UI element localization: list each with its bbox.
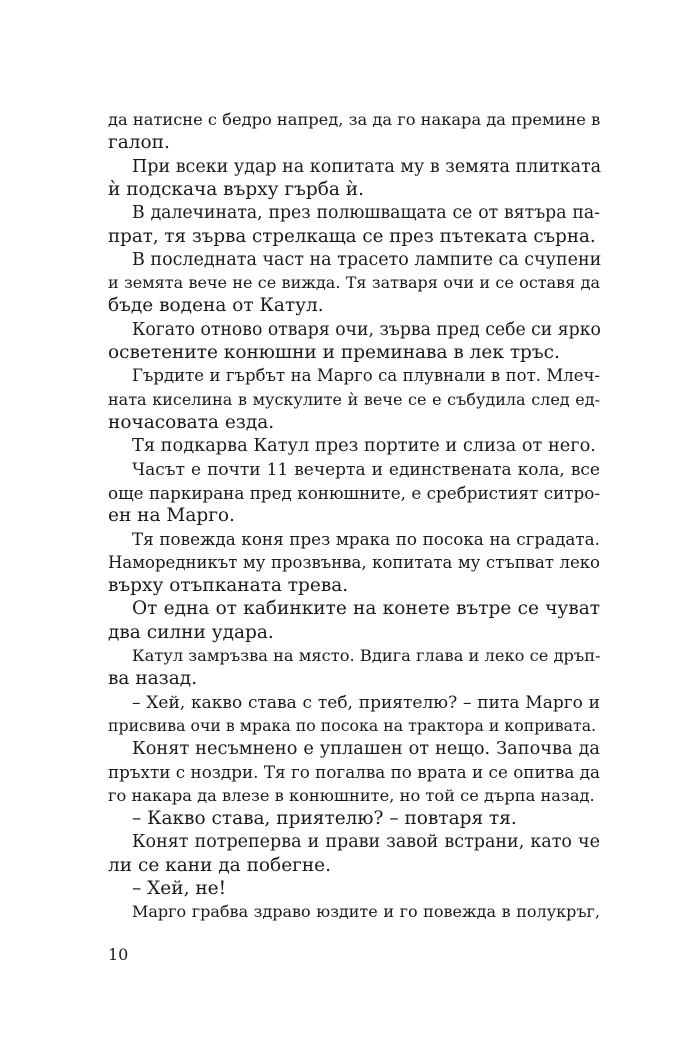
text-line: присвива очи в мрака по посока на трактора и копривата. <box>108 715 597 735</box>
page-number: 10 <box>108 945 129 964</box>
text-line: ен на Марго. <box>108 505 235 527</box>
text-line: Гърдите и гърбът на Марго са плувнали в пот. Млеч- <box>132 366 600 386</box>
text-line: още паркирана пред конюшните, е сребристият ситро- <box>108 482 600 503</box>
text-line: ночасовата езда. <box>108 411 275 433</box>
text-line: и земята вече не се вижда. Тя затваря очи и се оставя да <box>108 273 600 293</box>
text-line: Наморедникът му прозвънва, копитата му стъпват леко <box>108 552 600 572</box>
text-line: – Хей, не! <box>132 877 227 899</box>
text-line: два силни удара. <box>108 621 274 643</box>
text-line: върху отъпканата трева. <box>108 575 349 596</box>
text-line: ва назад. <box>108 668 198 690</box>
text-line: ната киселина в мускулите ѝ вече се е събудила след ед- <box>108 389 600 409</box>
text-line: Катул замръзва на място. Вдига глава и леко се дръп- <box>132 645 601 665</box>
text-line: да натисне с бедро напред, за да го накара да премине в <box>108 110 601 129</box>
text-line: Когато отново отваря очи, зърва пред себе си ярко <box>132 319 601 340</box>
text-line: Конят несъмнено е уплашен от нещо. Започва да <box>132 739 600 760</box>
text-line: Марго грабва здраво юздите и го повежда в полукръг, <box>132 902 600 922</box>
text-line: пръхти с ноздри. Тя го погалва по врата и се опитва да <box>108 762 600 783</box>
text-line: ли се кани да побегне. <box>108 854 331 876</box>
text-line: Конят потреперва и прави завой встрани, като че <box>132 832 600 853</box>
text-line: го накара да влезе в конюшните, но той се дърпа назад. <box>108 785 595 805</box>
text-line: – Какво става, приятелю? – повтаря тя. <box>132 808 517 829</box>
text-line: ѝ подскача върху гърба ѝ. <box>108 178 364 200</box>
text-line: От една от кабинките на конете вътре се чуват <box>132 598 600 620</box>
text-line: – Хей, какво става с теб, приятелю? – пита Марго и <box>132 692 600 713</box>
text-line: Тя повежда коня през мрака по посока на сградата. <box>132 529 600 550</box>
text-line: В последната част на трасето лампите са счупени <box>132 249 602 270</box>
text-line: В далечината, през полюшващата се от вятъра па- <box>132 203 600 224</box>
text-line: бъде водена от Катул. <box>108 295 324 317</box>
text-line: осветените конюшни и преминава в лек тръс. <box>108 342 560 363</box>
text-line: Тя подкарва Катул през портите и слиза от него. <box>132 436 596 457</box>
text-line: При всеки удар на копитата му в земята плитката <box>132 156 602 177</box>
text-line: прат, тя зърва стрелкаща се през пътеката сърна. <box>108 225 596 247</box>
text-line: галоп. <box>108 132 170 154</box>
text-line: Часът е почти 11 вечерта и единствената кола, все <box>132 459 600 480</box>
